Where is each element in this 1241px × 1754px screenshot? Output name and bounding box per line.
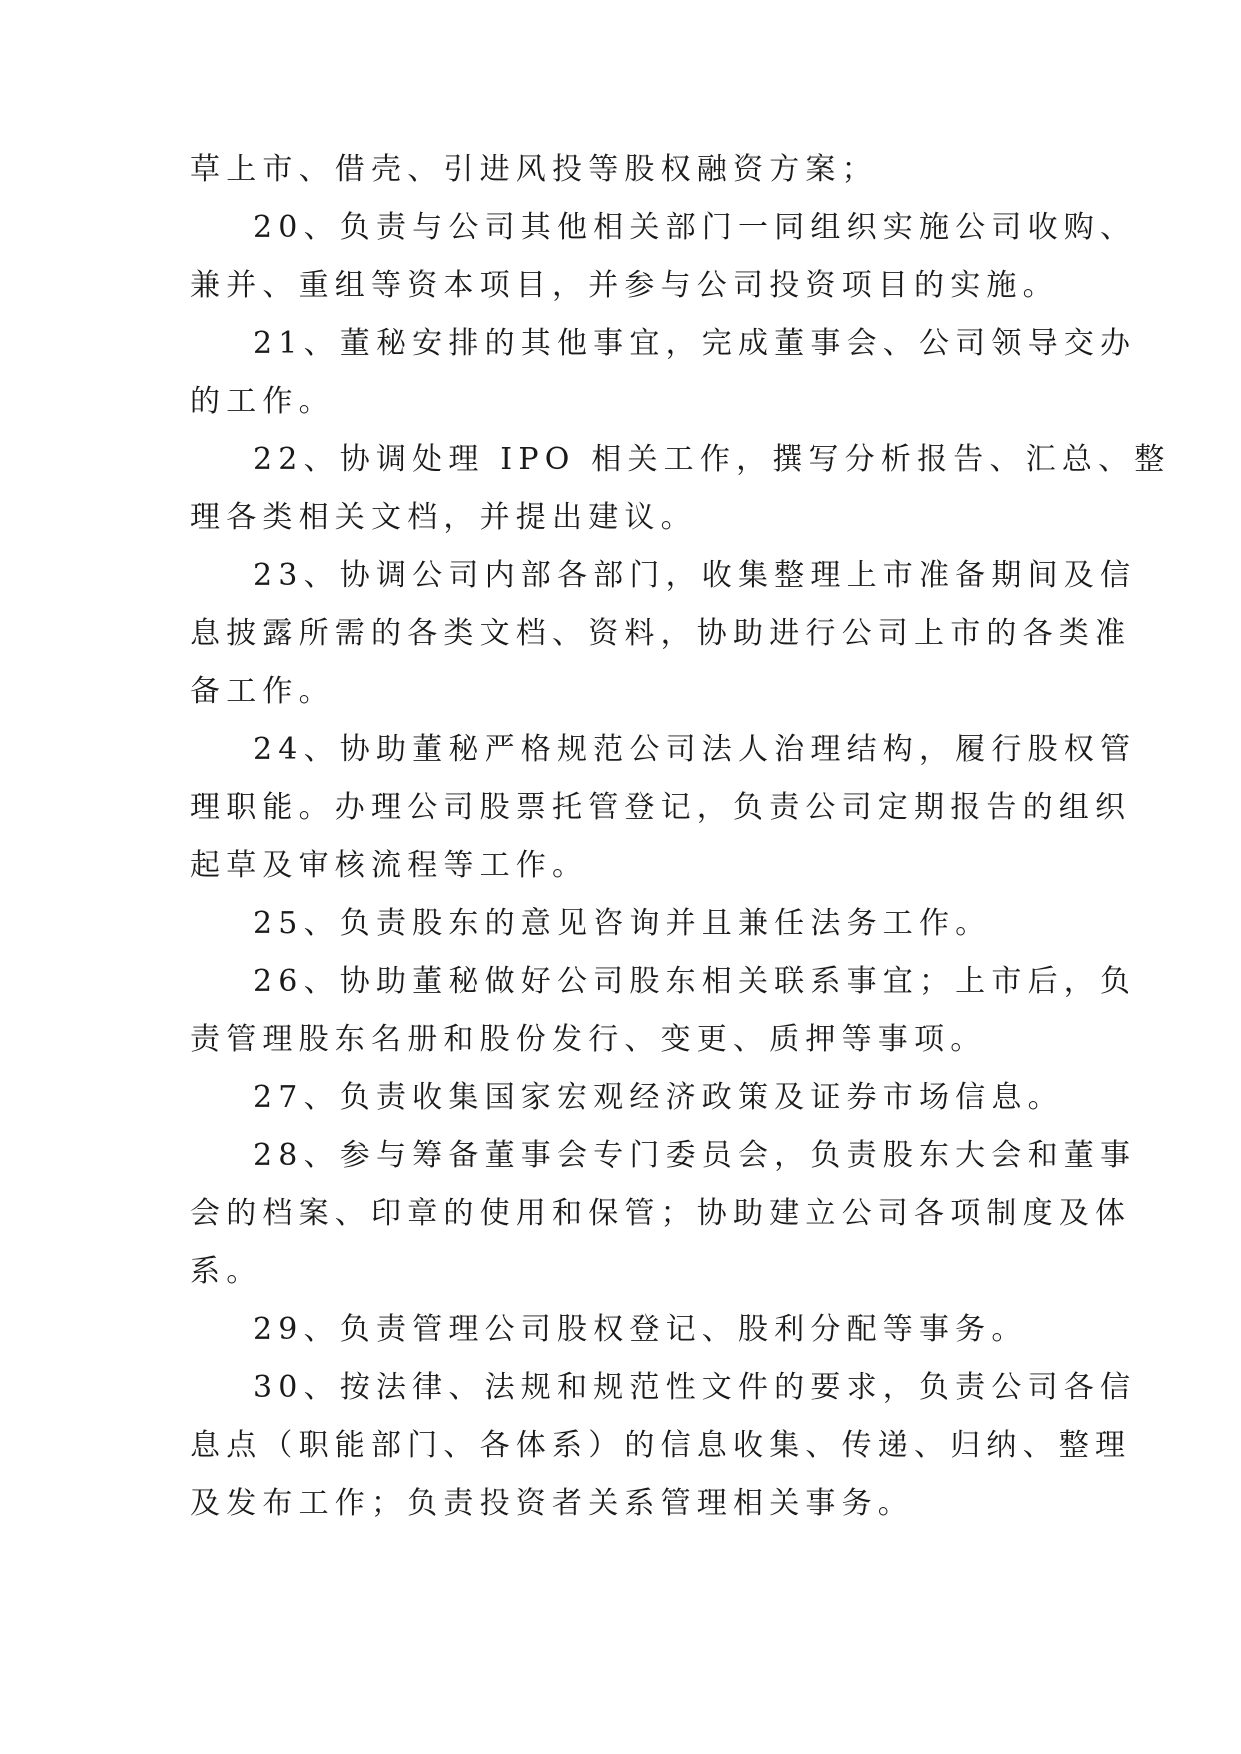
text-line: 26、协助董秘做好公司股东相关联系事宜；上市后，负: [253, 964, 1137, 999]
text-line: 21、董秘安排的其他事宜，完成董事会、公司领导交办: [253, 326, 1137, 361]
text-line: 25、负责股东的意见咨询并且兼任法务工作。: [253, 906, 992, 941]
text-line: 备工作。: [190, 674, 335, 709]
text-line: 的工作。: [190, 384, 335, 419]
text-line: 27、负责收集国家宏观经济政策及证券市场信息。: [253, 1080, 1064, 1115]
text-line: 会的档案、印章的使用和保管；协助建立公司各项制度及体: [190, 1196, 1132, 1231]
text-line: 23、协调公司内部各部门，收集整理上市准备期间及信: [253, 558, 1137, 593]
text-line: 24、协助董秘严格规范公司法人治理结构，履行股权管: [253, 732, 1137, 767]
text-line: 20、负责与公司其他相关部门一同组织实施公司收购、: [253, 210, 1137, 245]
text-line: 起草及审核流程等工作。: [190, 848, 589, 883]
text-line: 兼并、重组等资本项目，并参与公司投资项目的实施。: [190, 268, 1059, 303]
text-line: 系。: [190, 1254, 263, 1289]
text-line: 理职能。办理公司股票托管登记，负责公司定期报告的组织: [190, 790, 1132, 825]
text-line: 及发布工作；负责投资者关系管理相关事务。: [190, 1486, 914, 1521]
text-line: 30、按法律、法规和规范性文件的要求，负责公司各信: [253, 1370, 1137, 1405]
text-line: 息点（职能部门、各体系）的信息收集、传递、归纳、整理: [190, 1428, 1132, 1463]
text-line: 责管理股东名册和股份发行、变更、质押等事项。: [190, 1022, 987, 1057]
text-line: 28、参与筹备董事会专门委员会，负责股东大会和董事: [253, 1138, 1137, 1173]
text-line: 理各类相关文档，并提出建议。: [190, 500, 697, 535]
text-line: 息披露所需的各类文档、资料，协助进行公司上市的各类准: [190, 616, 1132, 651]
text-line: 22、协调处理 IPO 相关工作，撰写分析报告、汇总、整: [253, 442, 1171, 477]
text-line: 草上市、借壳、引进风投等股权融资方案；: [190, 152, 878, 187]
text-line: 29、负责管理公司股权登记、股利分配等事务。: [253, 1312, 1028, 1347]
